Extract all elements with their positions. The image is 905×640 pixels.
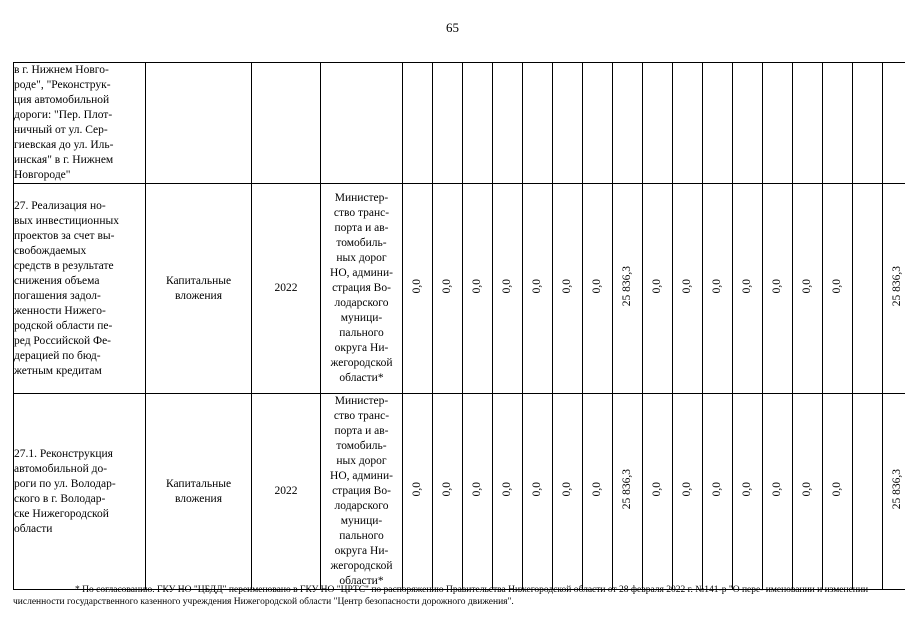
event-name-cell: 27.1. Реконструкция автомобильной до- роги по ул. Володар- ского в г. Володар- ске Нижегородской области	[14, 394, 146, 590]
event-name-cell: 27. Реализация но- вых инвестиционных проектов за счет вы- свобождаемых средств в результате снижения объема погашения задол- женности Нижего- родской области пе- ред Российской Фе- дерацией по бюд- жетным кредитам	[14, 184, 146, 394]
footnote: * По согласованию. ГКУ НО "ЦБДД" переименовано в ГКУ НО "ЦРТС" по распоряжению Правительства Нижегородской области от 28 февраля 2022 г. №141-р "О пере- именовании и изменении численности государственного казенного учреждения Нижегородской области "Центр безопасности дорожного движения".	[13, 585, 869, 607]
value-text: 25 836,3	[621, 265, 633, 307]
value-text: 0,0	[561, 481, 573, 497]
value-cell	[703, 184, 733, 394]
value-cell	[823, 63, 853, 184]
year-cell	[252, 63, 321, 184]
value-cell	[583, 184, 613, 394]
value-cell	[463, 63, 493, 184]
value-text: 0,0	[801, 481, 813, 497]
event-name-cell: в г. Нижнем Новго- роде", "Реконструк- ция автомобильной дороги: "Пер. Плот- ничный от ул. Сер- гиевская до ул. Иль- инская" в г. Нижнем Новгороде"	[14, 63, 146, 184]
value-text: 0,0	[771, 278, 783, 294]
value-text: 0,0	[501, 481, 513, 497]
value-text: 25 836,3	[891, 265, 903, 307]
value-cell	[643, 394, 673, 590]
value-cell	[823, 394, 853, 590]
value-cell	[673, 63, 703, 184]
executor-cell	[321, 63, 403, 184]
value-text: 0,0	[711, 481, 723, 497]
value-cell	[553, 63, 583, 184]
value-text: 0,0	[471, 481, 483, 497]
value-cell	[733, 184, 763, 394]
value-cell	[493, 63, 523, 184]
value-text: 0,0	[741, 481, 753, 497]
value-text: 0,0	[711, 278, 723, 294]
executor-cell: Министер- ство транс- порта и ав- томобиль- ных дорог НО, админи- страция Во- лодарского муници- пального округа Ни- жегородской области*	[321, 184, 403, 394]
value-text: 25 836,3	[891, 468, 903, 510]
executor-cell: Министер- ство транс- порта и ав- томобиль- ных дорог НО, админи- страция Во- лодарского муници- пального округа Ни- жегородской области*	[321, 394, 403, 590]
value-cell	[673, 184, 703, 394]
value-cell	[613, 394, 643, 590]
value-text: 0,0	[531, 481, 543, 497]
value-text: 0,0	[411, 481, 423, 497]
value-cell	[493, 184, 523, 394]
value-cell	[433, 63, 463, 184]
value-cell	[553, 394, 583, 590]
value-text: 0,0	[441, 481, 453, 497]
value-cell	[733, 394, 763, 590]
funding-source-cell: Капитальные вложения	[146, 184, 252, 394]
value-cell	[703, 394, 733, 590]
value-text: 0,0	[501, 278, 513, 294]
value-cell	[643, 184, 673, 394]
value-text: 0,0	[441, 278, 453, 294]
value-cell	[793, 63, 823, 184]
value-text: 0,0	[801, 278, 813, 294]
value-text: 0,0	[831, 278, 843, 294]
value-cell	[433, 184, 463, 394]
value-cell	[883, 63, 905, 184]
value-cell	[433, 394, 463, 590]
value-cell	[733, 63, 763, 184]
value-cell	[673, 394, 703, 590]
value-text: 25 836,3	[621, 468, 633, 510]
value-cell	[883, 184, 905, 394]
value-cell	[793, 394, 823, 590]
value-cell	[523, 184, 553, 394]
value-text: 0,0	[591, 278, 603, 294]
value-cell	[763, 184, 793, 394]
value-cell	[463, 394, 493, 590]
value-cell	[763, 63, 793, 184]
value-text: 0,0	[741, 278, 753, 294]
budget-table	[13, 62, 905, 590]
value-cell	[403, 63, 433, 184]
value-text: 0,0	[831, 481, 843, 497]
value-text: 0,0	[681, 481, 693, 497]
year-cell: 2022	[252, 184, 321, 394]
value-text: 0,0	[471, 278, 483, 294]
value-text: 0,0	[561, 278, 573, 294]
page-number: 65	[446, 20, 459, 35]
table-body	[14, 63, 905, 590]
value-text: 0,0	[591, 481, 603, 497]
funding-source-cell	[146, 63, 252, 184]
table-row	[14, 394, 905, 590]
value-text: 0,0	[771, 481, 783, 497]
value-cell	[613, 184, 643, 394]
value-cell	[583, 394, 613, 590]
value-cell	[643, 63, 673, 184]
table-row	[14, 184, 905, 394]
value-cell	[583, 63, 613, 184]
value-cell	[523, 394, 553, 590]
value-cell	[883, 394, 905, 590]
value-cell	[853, 63, 883, 184]
year-cell: 2022	[252, 394, 321, 590]
value-cell	[523, 63, 553, 184]
value-text: 0,0	[411, 278, 423, 294]
value-cell	[553, 184, 583, 394]
table-row	[14, 63, 905, 184]
value-cell	[493, 394, 523, 590]
value-text: 0,0	[531, 278, 543, 294]
value-cell	[703, 63, 733, 184]
funding-source-cell: Капитальные вложения	[146, 394, 252, 590]
value-cell	[613, 63, 643, 184]
value-text: 0,0	[651, 481, 663, 497]
value-cell	[853, 394, 883, 590]
value-cell	[403, 184, 433, 394]
value-cell	[463, 184, 493, 394]
value-cell	[763, 394, 793, 590]
value-text: 0,0	[651, 278, 663, 294]
value-cell	[823, 184, 853, 394]
value-text: 0,0	[681, 278, 693, 294]
value-cell	[853, 184, 883, 394]
value-cell	[403, 394, 433, 590]
value-cell	[793, 184, 823, 394]
